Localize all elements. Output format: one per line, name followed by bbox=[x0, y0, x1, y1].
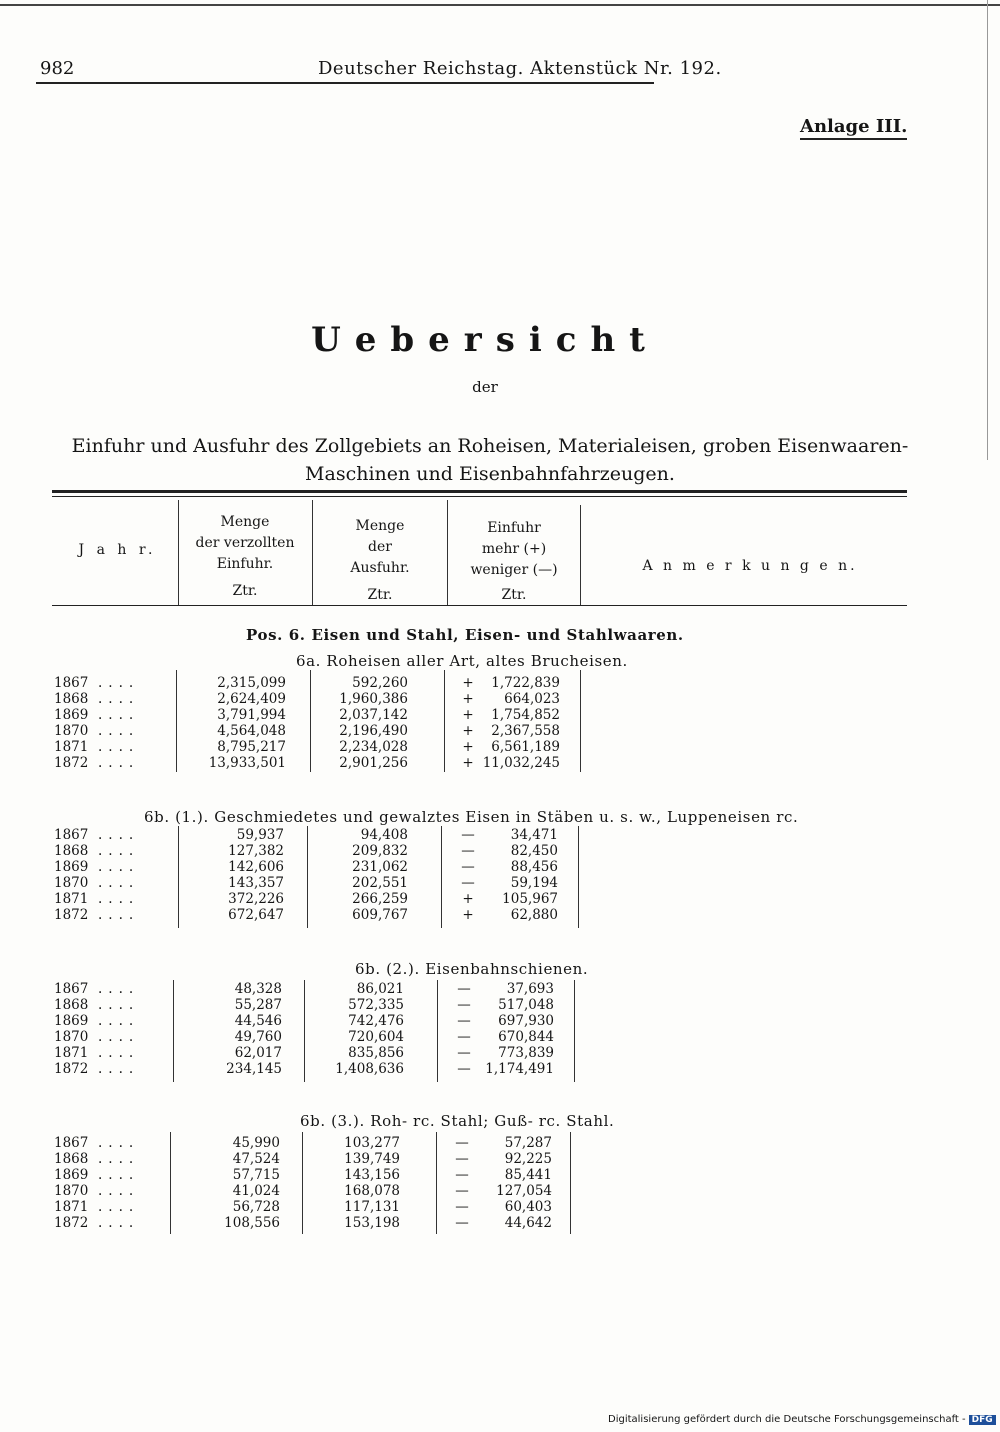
difference-cell: 11,032,245 bbox=[482, 755, 560, 771]
anlage-label: Anlage III. bbox=[800, 116, 907, 140]
column-divider bbox=[176, 670, 177, 772]
column-divider bbox=[178, 826, 179, 928]
sign-cell: — bbox=[455, 1199, 469, 1215]
leader-dots: .... bbox=[98, 981, 140, 997]
leader-dots: .... bbox=[98, 1045, 140, 1061]
year-cell: 1868 bbox=[54, 997, 89, 1013]
column-divider bbox=[444, 670, 445, 772]
footer-text: Digitalisierung gefördert durch die Deutsche Forschungsgemeinschaft - bbox=[608, 1414, 966, 1425]
year-cell: 1867 bbox=[54, 827, 89, 843]
header-ausfuhr-1: Menge bbox=[355, 518, 405, 534]
leader-dots: .... bbox=[98, 875, 140, 891]
header-einfuhr-3: Einfuhr. bbox=[216, 556, 274, 572]
column-divider bbox=[570, 1132, 571, 1234]
import-cell: 45,990 bbox=[232, 1135, 280, 1151]
difference-cell: 1,722,839 bbox=[491, 675, 560, 691]
import-cell: 2,315,099 bbox=[217, 675, 286, 691]
export-cell: 231,062 bbox=[352, 859, 408, 875]
sign-cell: — bbox=[457, 1045, 471, 1061]
leader-dots: .... bbox=[98, 1135, 140, 1151]
column-divider bbox=[436, 1132, 437, 1234]
difference-cell: 1,754,852 bbox=[491, 707, 560, 723]
header-diff-3: weniger (—) bbox=[470, 562, 558, 578]
leader-dots: .... bbox=[98, 1167, 140, 1183]
year-cell: 1869 bbox=[54, 1167, 89, 1183]
leader-dots: .... bbox=[98, 859, 140, 875]
export-cell: 592,260 bbox=[352, 675, 408, 691]
header-divider bbox=[580, 505, 581, 606]
import-cell: 4,564,048 bbox=[217, 723, 286, 739]
page-number: 982 bbox=[40, 58, 75, 79]
column-divider bbox=[578, 826, 579, 928]
header-einfuhr-unit: Ztr. bbox=[232, 583, 258, 599]
header-ausfuhr bbox=[315, 516, 445, 606]
leader-dots: .... bbox=[98, 675, 140, 691]
column-divider bbox=[170, 1132, 171, 1234]
section-title: 6b. (1.). Geschmiedetes und gewalztes Eisen in Stäben u. s. w., Luppeneisen rc. bbox=[144, 808, 799, 826]
table-top-rule-thin bbox=[52, 496, 907, 497]
difference-cell: 82,450 bbox=[510, 843, 558, 859]
export-cell: 1,960,386 bbox=[339, 691, 408, 707]
year-cell: 1867 bbox=[54, 981, 89, 997]
export-cell: 103,277 bbox=[344, 1135, 400, 1151]
year-cell: 1870 bbox=[54, 875, 89, 891]
difference-cell: 670,844 bbox=[498, 1029, 554, 1045]
difference-cell: 62,880 bbox=[510, 907, 558, 923]
export-cell: 94,408 bbox=[360, 827, 408, 843]
subtitle-line-1: Einfuhr und Ausfuhr des Zollgebiets an Roheisen, Materialeisen, groben Eisenwaaren- bbox=[71, 435, 909, 457]
leader-dots: .... bbox=[98, 843, 140, 859]
import-cell: 372,226 bbox=[228, 891, 284, 907]
sign-cell: + bbox=[462, 675, 474, 691]
export-cell: 742,476 bbox=[348, 1013, 404, 1029]
main-title: Uebersicht bbox=[311, 320, 659, 360]
header-ausfuhr-2: der bbox=[368, 539, 392, 555]
header-ausfuhr-unit: Ztr. bbox=[367, 587, 393, 603]
import-cell: 2,624,409 bbox=[217, 691, 286, 707]
import-cell: 62,017 bbox=[234, 1045, 282, 1061]
difference-cell: 34,471 bbox=[510, 827, 558, 843]
column-divider bbox=[437, 980, 438, 1082]
sign-cell: — bbox=[457, 981, 471, 997]
export-cell: 143,156 bbox=[344, 1167, 400, 1183]
export-cell: 209,832 bbox=[352, 843, 408, 859]
difference-cell: 1,174,491 bbox=[485, 1061, 554, 1077]
year-cell: 1871 bbox=[54, 1199, 89, 1215]
year-cell: 1872 bbox=[54, 1215, 89, 1231]
difference-cell: 44,642 bbox=[504, 1215, 552, 1231]
year-cell: 1870 bbox=[54, 1029, 89, 1045]
header-bottom-rule bbox=[52, 605, 907, 606]
difference-cell: 59,194 bbox=[510, 875, 558, 891]
difference-cell: 697,930 bbox=[498, 1013, 554, 1029]
import-cell: 48,328 bbox=[234, 981, 282, 997]
header-diff-1: Einfuhr bbox=[487, 520, 541, 536]
sign-cell: — bbox=[457, 1061, 471, 1077]
import-cell: 13,933,501 bbox=[208, 755, 286, 771]
export-cell: 2,234,028 bbox=[339, 739, 408, 755]
subtitle-line-2: Maschinen und Eisenbahnfahrzeugen. bbox=[305, 463, 675, 485]
import-cell: 143,357 bbox=[228, 875, 284, 891]
header-diff-2: mehr (+) bbox=[481, 541, 547, 557]
header-diff bbox=[450, 518, 578, 606]
difference-cell: 2,367,558 bbox=[491, 723, 560, 739]
leader-dots: .... bbox=[98, 707, 140, 723]
leader-dots: .... bbox=[98, 1013, 140, 1029]
difference-cell: 773,839 bbox=[498, 1045, 554, 1061]
import-cell: 49,760 bbox=[234, 1029, 282, 1045]
position-title: Pos. 6. Eisen und Stahl, Eisen- und Stahlwaaren. bbox=[246, 626, 684, 644]
import-cell: 108,556 bbox=[224, 1215, 280, 1231]
year-cell: 1868 bbox=[54, 843, 89, 859]
sign-cell: — bbox=[461, 875, 475, 891]
difference-cell: 105,967 bbox=[502, 891, 558, 907]
year-cell: 1872 bbox=[54, 1061, 89, 1077]
column-divider bbox=[574, 980, 575, 1082]
leader-dots: .... bbox=[98, 1183, 140, 1199]
running-head: Deutscher Reichstag. Aktenstück Nr. 192. bbox=[318, 58, 722, 79]
year-cell: 1869 bbox=[54, 1013, 89, 1029]
difference-cell: 517,048 bbox=[498, 997, 554, 1013]
header-einfuhr-1: Menge bbox=[220, 514, 270, 530]
header-rule bbox=[36, 82, 654, 84]
export-cell: 835,856 bbox=[348, 1045, 404, 1061]
leader-dots: .... bbox=[98, 755, 140, 771]
export-cell: 86,021 bbox=[356, 981, 404, 997]
import-cell: 8,795,217 bbox=[217, 739, 286, 755]
section-title: 6b. (2.). Eisenbahnschienen. bbox=[355, 960, 589, 978]
difference-cell: 6,561,189 bbox=[491, 739, 560, 755]
column-divider bbox=[173, 980, 174, 1082]
leader-dots: .... bbox=[98, 1215, 140, 1231]
title-der: der bbox=[472, 378, 498, 396]
sign-cell: + bbox=[462, 707, 474, 723]
difference-cell: 57,287 bbox=[504, 1135, 552, 1151]
export-cell: 720,604 bbox=[348, 1029, 404, 1045]
leader-dots: .... bbox=[98, 1151, 140, 1167]
header-divider bbox=[447, 500, 448, 606]
leader-dots: .... bbox=[98, 1061, 140, 1077]
leader-dots: .... bbox=[98, 997, 140, 1013]
sign-cell: + bbox=[462, 907, 474, 923]
header-einfuhr-2: der verzollten bbox=[195, 535, 295, 551]
year-cell: 1872 bbox=[54, 907, 89, 923]
year-cell: 1867 bbox=[54, 675, 89, 691]
sign-cell: — bbox=[457, 1029, 471, 1045]
header-einfuhr bbox=[180, 512, 310, 602]
export-cell: 117,131 bbox=[344, 1199, 400, 1215]
sign-cell: — bbox=[457, 997, 471, 1013]
sign-cell: + bbox=[462, 891, 474, 907]
year-cell: 1868 bbox=[54, 1151, 89, 1167]
import-cell: 142,606 bbox=[228, 859, 284, 875]
import-cell: 234,145 bbox=[226, 1061, 282, 1077]
export-cell: 609,767 bbox=[352, 907, 408, 923]
year-cell: 1872 bbox=[54, 755, 89, 771]
scan-edge-right bbox=[987, 0, 988, 460]
leader-dots: .... bbox=[98, 691, 140, 707]
year-cell: 1871 bbox=[54, 1045, 89, 1061]
import-cell: 672,647 bbox=[228, 907, 284, 923]
header-divider bbox=[178, 500, 179, 606]
leader-dots: .... bbox=[98, 739, 140, 755]
sign-cell: + bbox=[462, 723, 474, 739]
difference-cell: 85,441 bbox=[504, 1167, 552, 1183]
import-cell: 57,715 bbox=[232, 1167, 280, 1183]
header-diff-unit: Ztr. bbox=[501, 587, 527, 603]
leader-dots: .... bbox=[98, 891, 140, 907]
leader-dots: .... bbox=[98, 827, 140, 843]
difference-cell: 664,023 bbox=[504, 691, 560, 707]
sign-cell: — bbox=[455, 1167, 469, 1183]
leader-dots: .... bbox=[98, 723, 140, 739]
year-cell: 1871 bbox=[54, 891, 89, 907]
leader-dots: .... bbox=[98, 907, 140, 923]
import-cell: 44,546 bbox=[234, 1013, 282, 1029]
column-divider bbox=[580, 670, 581, 772]
export-cell: 572,335 bbox=[348, 997, 404, 1013]
sign-cell: — bbox=[455, 1151, 469, 1167]
leader-dots: .... bbox=[98, 1029, 140, 1045]
section-title: 6b. (3.). Roh- rc. Stahl; Guß- rc. Stahl. bbox=[300, 1112, 615, 1130]
dfg-logo: DFG bbox=[969, 1415, 996, 1425]
year-cell: 1867 bbox=[54, 1135, 89, 1151]
year-cell: 1871 bbox=[54, 739, 89, 755]
footer-credit bbox=[608, 1414, 996, 1425]
scan-edge bbox=[0, 4, 1000, 6]
export-cell: 168,078 bbox=[344, 1183, 400, 1199]
sign-cell: — bbox=[461, 827, 475, 843]
import-cell: 59,937 bbox=[236, 827, 284, 843]
difference-cell: 60,403 bbox=[504, 1199, 552, 1215]
column-divider bbox=[441, 826, 442, 928]
sign-cell: — bbox=[457, 1013, 471, 1029]
export-cell: 1,408,636 bbox=[335, 1061, 404, 1077]
difference-cell: 37,693 bbox=[506, 981, 554, 997]
import-cell: 3,791,994 bbox=[217, 707, 286, 723]
import-cell: 47,524 bbox=[232, 1151, 280, 1167]
year-cell: 1869 bbox=[54, 707, 89, 723]
export-cell: 139,749 bbox=[344, 1151, 400, 1167]
header-anmerkungen: A n m e r k u n g e n. bbox=[642, 558, 858, 574]
sign-cell: — bbox=[455, 1183, 469, 1199]
import-cell: 127,382 bbox=[228, 843, 284, 859]
export-cell: 202,551 bbox=[352, 875, 408, 891]
header-jahr: J a h r. bbox=[78, 542, 157, 558]
import-cell: 41,024 bbox=[232, 1183, 280, 1199]
year-cell: 1868 bbox=[54, 691, 89, 707]
export-cell: 153,198 bbox=[344, 1215, 400, 1231]
subtitle bbox=[60, 432, 920, 488]
sign-cell: — bbox=[461, 859, 475, 875]
header-divider bbox=[312, 500, 313, 606]
export-cell: 2,037,142 bbox=[339, 707, 408, 723]
import-cell: 55,287 bbox=[234, 997, 282, 1013]
export-cell: 2,196,490 bbox=[339, 723, 408, 739]
sign-cell: + bbox=[462, 739, 474, 755]
sign-cell: — bbox=[455, 1215, 469, 1231]
sign-cell: — bbox=[461, 843, 475, 859]
leader-dots: .... bbox=[98, 1199, 140, 1215]
year-cell: 1870 bbox=[54, 723, 89, 739]
table-top-rule bbox=[52, 490, 907, 493]
difference-cell: 88,456 bbox=[510, 859, 558, 875]
sign-cell: + bbox=[462, 755, 474, 771]
difference-cell: 92,225 bbox=[504, 1151, 552, 1167]
import-cell: 56,728 bbox=[232, 1199, 280, 1215]
year-cell: 1869 bbox=[54, 859, 89, 875]
year-cell: 1870 bbox=[54, 1183, 89, 1199]
sign-cell: — bbox=[455, 1135, 469, 1151]
sign-cell: + bbox=[462, 691, 474, 707]
header-ausfuhr-3: Ausfuhr. bbox=[350, 560, 410, 576]
export-cell: 2,901,256 bbox=[339, 755, 408, 771]
difference-cell: 127,054 bbox=[496, 1183, 552, 1199]
export-cell: 266,259 bbox=[352, 891, 408, 907]
section-title: 6a. Roheisen aller Art, altes Brucheisen. bbox=[296, 652, 628, 670]
